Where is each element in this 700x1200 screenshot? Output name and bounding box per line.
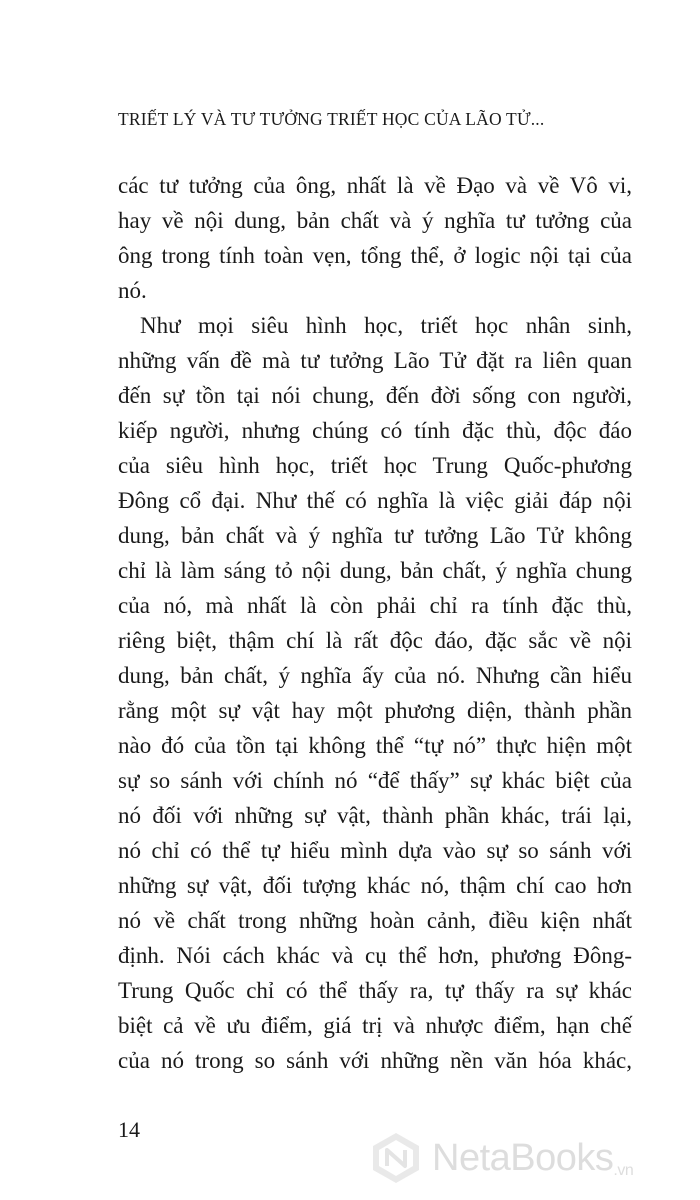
- text-line: sự so sánh với chính nó “để thấy” sự khác biệt của: [118, 768, 632, 793]
- text-line: nó chỉ có thể tự hiểu mình dựa vào sự so sánh với: [118, 838, 632, 863]
- netabooks-logo-icon: [368, 1130, 424, 1186]
- text-line: biệt cả về ưu điểm, giá trị và nhược điểm, hạn chế: [118, 1013, 632, 1038]
- text-line: nào đó của tồn tại không thể “tự nó” thực hiện một: [118, 733, 632, 758]
- watermark-brand: NetaBooks.vn: [432, 1136, 634, 1179]
- watermark: [368, 1128, 688, 1188]
- text-line: Đông cổ đại. Như thế có nghĩa là việc giải đáp nội: [118, 488, 632, 513]
- text-line: của nó, mà nhất là còn phải chỉ ra tính đặc thù,: [118, 593, 632, 618]
- text-line: những sự vật, đối tượng khác nó, thậm chí cao hơn: [118, 873, 632, 898]
- text-line: rằng một sự vật hay một phương diện, thành phần: [118, 698, 632, 723]
- text-line: riêng biệt, thậm chí là rất độc đáo, đặc sắc về nội: [118, 628, 632, 653]
- page-number: 14: [118, 1117, 140, 1142]
- text-line: các tư tưởng của ông, nhất là về Đạo và về Vô vi,: [118, 173, 632, 198]
- text-line: hay về nội dung, bản chất và ý nghĩa tư tưởng của: [118, 208, 632, 233]
- text-line: nó.: [118, 278, 147, 303]
- text-line: dung, bản chất, ý nghĩa ấy của nó. Nhưng cần hiểu: [118, 663, 632, 688]
- text-line: nó về chất trong những hoàn cảnh, điều kiện nhất: [118, 908, 632, 933]
- watermark-suffix: .vn: [613, 1161, 634, 1179]
- text-line: ông trong tính toàn vẹn, tổng thể, ở logic nội tại của: [118, 243, 632, 268]
- text-line: chỉ là làm sáng tỏ nội dung, bản chất, ý nghĩa chung: [118, 558, 632, 583]
- text-line: kiếp người, nhưng chúng có tính đặc thù, độc đáo: [118, 418, 632, 443]
- running-header: TRIẾT LÝ VÀ TƯ TƯỞNG TRIẾT HỌC CỦA LÃO TỬ...: [118, 109, 545, 129]
- text-line: đến sự tồn tại nói chung, đến đời sống con người,: [118, 383, 632, 408]
- body-text: [118, 168, 632, 1078]
- text-line: dung, bản chất và ý nghĩa tư tưởng Lão Tử không: [118, 523, 632, 548]
- text-line: của nó trong so sánh với những nền văn hóa khác,: [118, 1048, 632, 1073]
- text-line: Trung Quốc chỉ có thể thấy ra, tự thấy ra sự khác: [118, 978, 632, 1003]
- text-line: Như mọi siêu hình học, triết học nhân sinh,: [140, 313, 632, 338]
- text-line: những vấn đề mà tư tưởng Lão Tử đặt ra liên quan: [118, 348, 632, 373]
- text-line: định. Nói cách khác và cụ thể hơn, phương Đông-: [118, 943, 632, 968]
- text-line: nó đối với những sự vật, thành phần khác, trái lại,: [118, 803, 632, 828]
- text-line: của siêu hình học, triết học Trung Quốc-phương: [118, 453, 632, 478]
